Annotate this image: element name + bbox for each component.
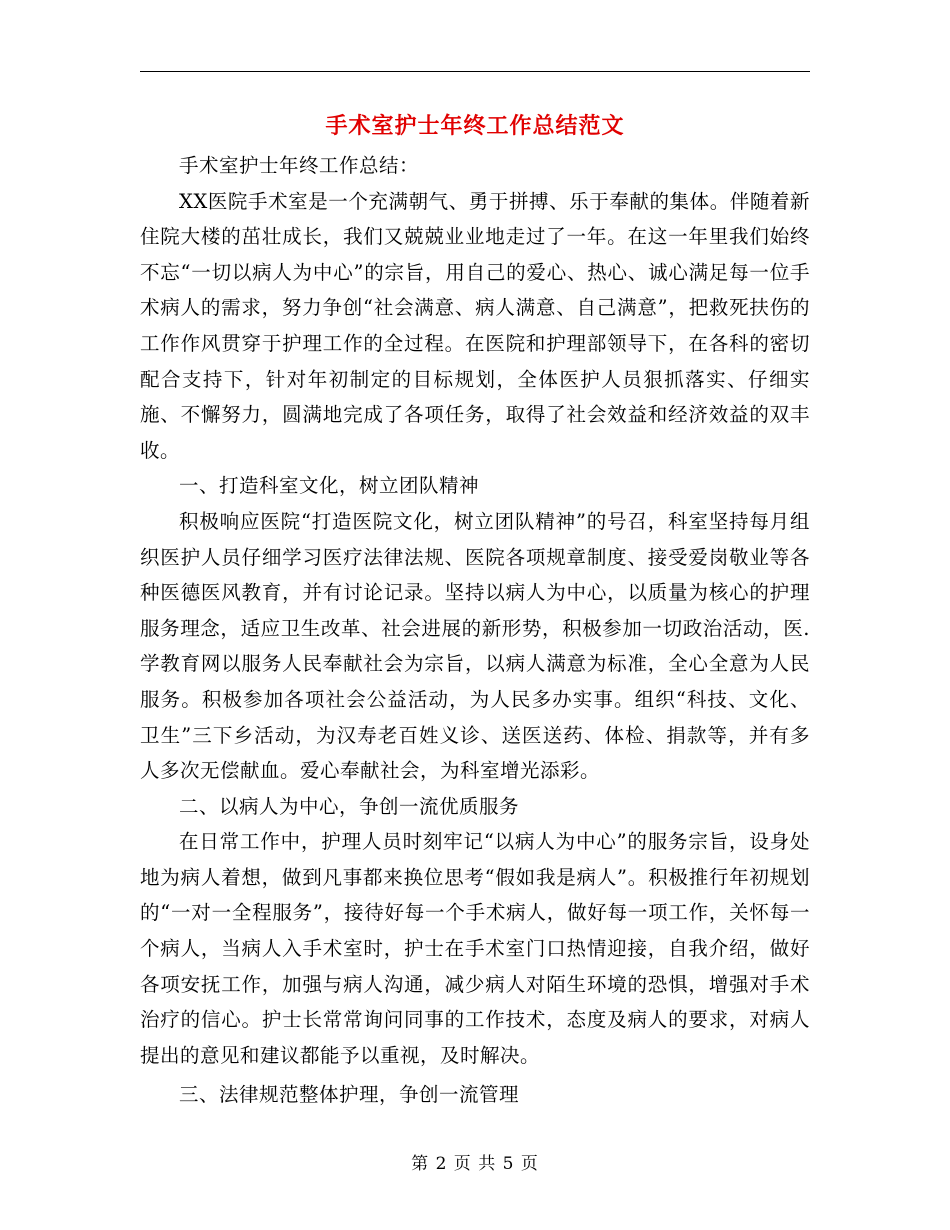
section-heading-3: 三、法律规范整体护理，争创一流管理 bbox=[179, 1083, 520, 1107]
document-title: 手术室护士年终工作总结范文 bbox=[325, 113, 625, 139]
header-rule bbox=[140, 71, 810, 72]
paragraph-section-1: 积极响应医院“打造医院文化，树立团队精神”的号召，科室坚持每月组织医护人员仔细学习医疗法律法规、医院各项规章制度、接受爱岗敬业等各种医德医风教育，并有讨论记录。坚持以病人为中心，以质量为核心的护理服务理念，适应卫生改革、社会进展的新形势，积极参加一切政治活动，医.学教育网以服务人民奉献社会为宗旨，以病人满意为标准，全心全意为人民服务。积极参加各项社会公益活动，为人民多办实事。组织“科技、文化、卫生”三下乡活动，为汉寿老百姓义诊、送医送药、体检、捐款等，并有多人多次无偿献血。爱心奉献社会，为科室增光添彩。 bbox=[140, 509, 810, 783]
section-heading-2: 二、以病人为中心，争创一流优质服务 bbox=[179, 794, 520, 818]
paragraph-intro: 手术室护士年终工作总结： bbox=[179, 154, 420, 177]
page-footer: 第 2 页 共 5 页 bbox=[411, 1154, 539, 1174]
document-body bbox=[140, 148, 810, 1113]
section-heading-1: 一、打造科室文化，树立团队精神 bbox=[179, 474, 480, 498]
paragraph-section-2: 在日常工作中，护理人员时刻牢记“以病人为中心”的服务宗旨，设身处地为病人着想，做到凡事都来换位思考“假如我是病人”。积极推行年初规划的“一对一全程服务”，接待好每一个手术病人，做好每一项工作，关怀每一个病人，当病人入手术室时，护士在手术室门口热情迎接，自我介绍，做好各项安抚工作，加强与病人沟通，减少病人对陌生环境的恐惧，增强对手术治疗的信心。护士长常常询问同事的工作技术，态度及病人的要求，对病人提出的意见和建议都能予以重视，及时解决。 bbox=[140, 830, 810, 1067]
paragraph-overview: XX医院手术室是一个充满朝气、勇于拼搏、乐于奉献的集体。伴随着新住院大楼的茁壮成长，我们又兢兢业业地走过了一年。在这一年里我们始终不忘“一切以病人为中心”的宗旨，用自己的爱心、热心、诚心满足每一位手术病人的需求，努力争创“社会满意、病人满意、自己满意”，把救死扶伤的工作作风贯穿于护理工作的全过程。在医院和护理部领导下，在各科的密切配合支持下，针对年初制定的目标规划，全体医护人员狠抓落实、仔细实施、不懈努力，圆满地完成了各项任务，取得了社会效益和经济效益的双丰收。 bbox=[140, 189, 810, 462]
